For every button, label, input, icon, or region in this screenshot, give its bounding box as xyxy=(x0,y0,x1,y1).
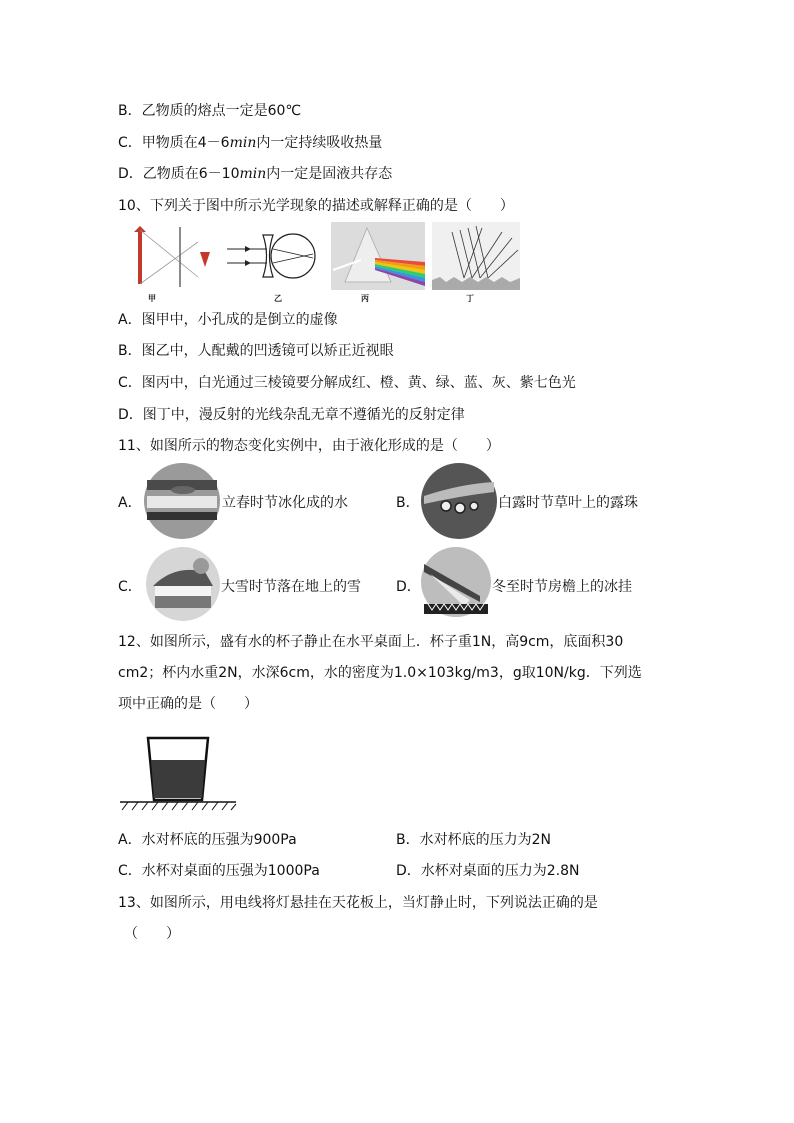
q11-option-d-letter: D． xyxy=(396,579,421,595)
q10-option-b: B．图乙中，人配戴的凹透镜可以矫正近视眼 xyxy=(118,343,394,359)
dewdrop-photo xyxy=(420,462,498,540)
q10-option-c: C．图丙中，白光通过三棱镜要分解成红、橙、黄、绿、蓝、灰、紫七色光 xyxy=(118,375,576,391)
q10-option-a: A．图甲中，小孔成的是倒立的虚像 xyxy=(118,312,338,328)
icicle-photo xyxy=(420,546,492,618)
q11-option-a-text: 立春时节冰化成的水 xyxy=(222,495,348,511)
q11-option-b-text: 白露时节草叶上的露珠 xyxy=(498,495,638,511)
q12-option-d: D．水杯对桌面的压力为2.8N xyxy=(396,863,580,879)
q10-stem: 10、下列关于图中所示光学现象的描述或解释正确的是（ ） xyxy=(118,198,514,214)
pinhole-figure xyxy=(120,222,215,292)
caption-jia: 甲 xyxy=(148,294,156,303)
caption-ding: 丁 xyxy=(466,294,474,303)
q12-stem-line2: cm2；杯内水重2N，水深6cm，水的密度为1.0×103kg/m3，g取10N/kg．下列选 xyxy=(118,665,642,681)
q11-option-a-letter: A． xyxy=(118,495,142,511)
caption-bing: 丙 xyxy=(361,294,369,303)
caption-yi: 乙 xyxy=(274,294,282,303)
q12-stem-line1: 12、如图所示，盛有水的杯子静止在水平桌面上．杯子重1N，高9cm，底面积30 xyxy=(118,634,624,650)
q13-stem-line2: （ ） xyxy=(124,926,180,942)
q9-option-d: D．乙物质在6－10min内一定是固液共存态 xyxy=(118,166,393,182)
q11-option-b-letter: B． xyxy=(396,495,420,511)
q10-option-d: D．图丁中，漫反射的光线杂乱无章不遵循光的反射定律 xyxy=(118,407,465,423)
prism-figure xyxy=(331,222,425,290)
q12-stem-line3: 项中正确的是（ ） xyxy=(118,696,258,712)
q13-stem-line1: 13、如图所示，用电线将灯悬挂在天花板上，当灯静止时，下列说法正确的是 xyxy=(118,895,598,911)
q9-option-c: C．甲物质在4－6min内一定持续吸收热量 xyxy=(118,135,383,151)
q11-option-c-letter: C． xyxy=(118,579,142,595)
eye-lens-figure xyxy=(225,225,323,290)
snow-photo xyxy=(145,546,221,622)
q11-option-c-text: 大雪时节落在地上的雪 xyxy=(221,579,361,595)
diffuse-reflection-figure xyxy=(432,222,520,290)
q11-option-d-text: 冬至时节房檐上的冰挂 xyxy=(492,579,632,595)
q9-option-b: B．乙物质的熔点一定是60℃ xyxy=(118,103,302,119)
q12-option-c: C．水杯对桌面的压强为1000Pa xyxy=(118,863,320,879)
thawing-ice-photo xyxy=(143,462,221,540)
q12-option-a: A．水对杯底的压强为900Pa xyxy=(118,832,297,848)
water-cup-figure xyxy=(118,732,238,812)
q11-stem: 11、如图所示的物态变化实例中，由于液化形成的是（ ） xyxy=(118,438,500,454)
q12-option-b: B．水对杯底的压力为2N xyxy=(396,832,551,848)
